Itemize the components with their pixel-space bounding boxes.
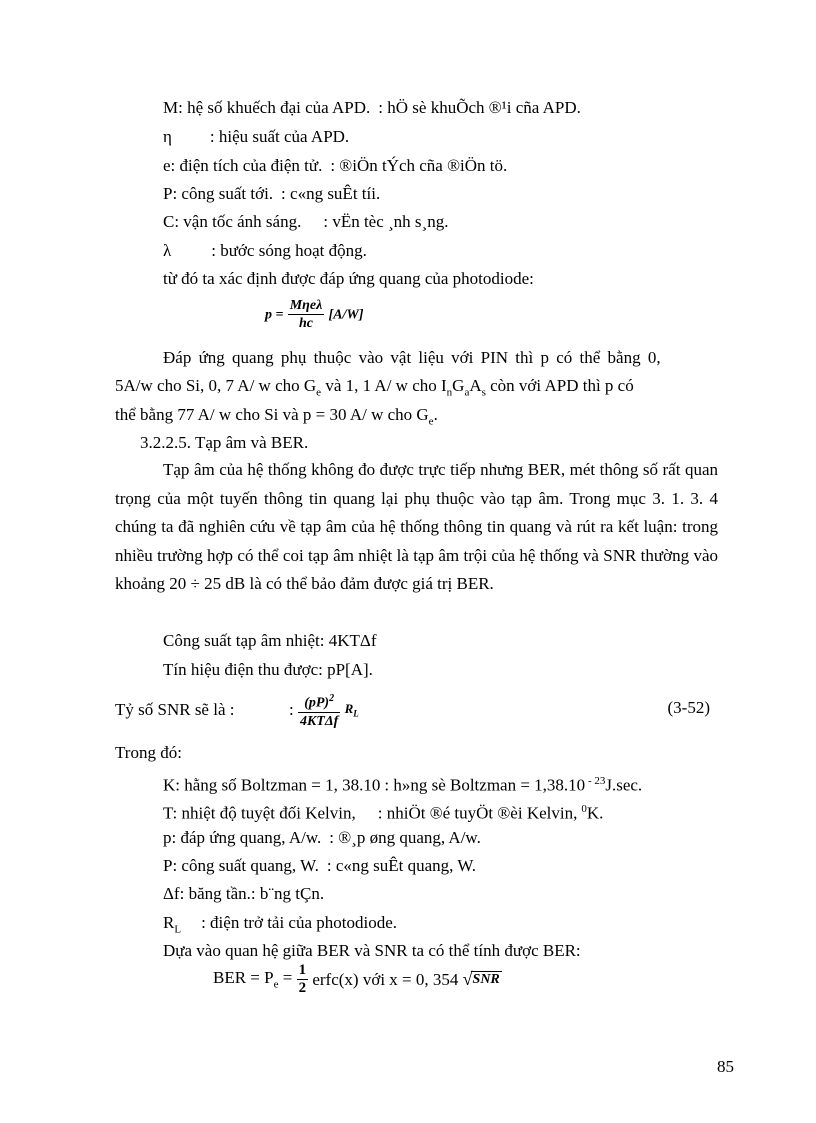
def-k-vi: K: hằng số Boltzman = 1, 38.10 — [163, 775, 381, 795]
snr-equation — [115, 690, 710, 730]
ber-half — [297, 962, 309, 997]
def-c-garbled: : vËn tèc ¸nh s¸ng. — [323, 212, 449, 231]
def-p-resp — [163, 827, 481, 849]
para1-line1: Đáp ứng quang phụ thuộc vào vật liệu với PIN thì p có thể bằng 0, — [163, 348, 661, 367]
def-p-opt — [163, 855, 476, 877]
ber-radicand: SNR — [472, 972, 500, 987]
def-k — [163, 770, 642, 797]
def-p-resp-vi: p: đáp ứng quang, A/w. — [163, 828, 322, 847]
def-rl-sub: L — [174, 923, 182, 936]
ber-half-num: 1 — [298, 962, 307, 978]
formula1-fraction — [288, 297, 325, 332]
formula-responsivity — [265, 297, 364, 332]
def-lambda-desc: : bước sóng hoạt động. — [211, 241, 367, 260]
def-eta-symbol: η — [163, 127, 172, 146]
snr-numerator — [298, 690, 340, 713]
ber-formula — [213, 962, 502, 997]
para1-l2a: 5A/w cho Si, 0, 7 A/ w cho G — [115, 376, 317, 395]
para1-l2c-sub: a — [464, 386, 470, 399]
ber-lhs — [213, 968, 292, 990]
para1-line2 — [115, 375, 634, 403]
def-lambda-symbol: λ — [163, 241, 172, 260]
def-k-sup: - 23 — [585, 775, 606, 787]
intro-line: từ đó ta xác định được đáp ứng quang của photodiode: — [163, 269, 534, 288]
def-p-opt-garbled: : c«ng suÊt quang, W. — [326, 856, 477, 875]
para1-l2e: còn với APD thì p có — [485, 376, 634, 395]
formula1-numerator: Mηeλ — [289, 298, 323, 313]
equation-number: (3-52) — [667, 698, 710, 717]
def-e — [163, 155, 507, 177]
page-number: 85 — [717, 1057, 734, 1076]
def-t-garbled: : nhiÖt ®é tuyÖt ®èi Kelvin, — [377, 803, 578, 823]
def-p-power — [163, 183, 380, 205]
def-t-unit: K. — [586, 803, 604, 823]
snr-rl-sub: L — [353, 708, 359, 719]
ber-lhs-sub: e — [273, 978, 279, 991]
def-t — [163, 798, 603, 825]
def-k-garbled: : h»ng sè Boltzman = 1,38.10 — [384, 775, 586, 795]
snr-rl — [344, 701, 359, 719]
snr-num-sup: 2 — [329, 693, 335, 704]
para2: Tạp âm của hệ thống không đo được trực tiếp nhưng BER, mét thông số rất quan trọng của một tuyến thông tin quang lại phụ thuộc vào tạp âm. Trong mục 3. 1. 3. 4 chúng ta đã nghiên cứu về tạp âm của hệ thống thông tin quang và rút ra kết luận: trong nhiều trường hợp có thể coi tạp âm nhiệt là tạp âm trội của hệ thống và SNR thường vào khoảng 20 ÷ 25 dB là có thể bảo đảm được giá trị BER. — [115, 460, 718, 593]
def-t-vi: T: nhiệt độ tuyệt đối Kelvin, — [163, 803, 356, 823]
formula1-denominator: hc — [299, 316, 314, 331]
snr-label: Tỷ số SNR sẽ là : — [115, 699, 235, 719]
def-rl — [163, 912, 397, 940]
def-m-vi: M: hệ số khuếch đại của APD. — [163, 98, 371, 117]
snr-rl-letter: R — [344, 701, 354, 717]
formula1-lhs: p = — [265, 307, 284, 323]
where-label: Trong đó: — [115, 743, 182, 762]
para1-l2d-sub: s — [481, 386, 486, 399]
snr-colon: : — [288, 699, 294, 719]
def-e-vi: e: điện tích của điện tử. — [163, 156, 323, 175]
para1-l3: thể bằng 77 A/ w cho Si và p = 30 A/ w cho G — [115, 405, 429, 424]
def-k-unit: J.sec. — [605, 775, 643, 795]
def-p-opt-vi: P: công suất quang, W. — [163, 856, 319, 875]
noise-power: Công suất tạp âm nhiệt: 4KTΔf — [163, 631, 377, 650]
snr-denominator: 4KTΔf — [299, 713, 339, 729]
def-eta — [163, 126, 349, 148]
ber-rhs: erfc(x) với x = 0, 354 — [312, 969, 459, 989]
formula1-unit: [A/W] — [328, 307, 364, 323]
ber-intro: Dựa vào quan hệ giữa BER và SNR ta có thể tính được BER: — [163, 941, 581, 960]
snr-fraction — [298, 690, 340, 730]
def-df: Δf: băng tần.: b¨ng tÇn. — [163, 884, 325, 903]
def-p-vi: P: công suất tới. — [163, 184, 274, 203]
signal-line: Tín hiệu điện thu được: pP[A]. — [163, 660, 373, 679]
def-p-garbled: : c«ng suÊt tíi. — [281, 184, 381, 203]
def-e-garbled: : ®iÖn tÝch cña ®iÖn tö. — [330, 156, 508, 175]
para1-l3-sub: e — [428, 415, 434, 428]
def-eta-desc: : hiệu suất của APD. — [209, 127, 350, 146]
sqrt-sign-icon: √ — [462, 969, 473, 989]
def-m — [163, 97, 581, 119]
def-rl-desc: : điện trở tải của photodiode. — [201, 913, 398, 932]
snr-num-text: (pP) — [304, 695, 330, 711]
ber-equals: = — [278, 968, 293, 988]
ber-lhs-text: BER = P — [213, 968, 274, 988]
para1-l2b: và 1, 1 A/ w cho I — [321, 376, 447, 395]
def-p-resp-garbled: : ®¸p øng quang, A/w. — [329, 828, 481, 847]
def-lambda — [163, 240, 367, 262]
para1-l2d: A — [469, 376, 482, 395]
def-c-vi: C: vận tốc ánh sáng. — [163, 212, 302, 231]
section-heading: 3.2.2.5. Tạp âm và BER. — [140, 433, 309, 452]
para1-l2a-sub: e — [316, 386, 322, 399]
def-m-garbled: : hÖ sè khuÕch ®¹i cña APD. — [378, 98, 581, 117]
def-t-sup: 0 — [581, 803, 587, 815]
ber-half-den: 2 — [298, 980, 307, 996]
para1-l2b-sub: n — [446, 386, 453, 399]
para1-l2c: G — [452, 376, 465, 395]
para1-line3 — [115, 404, 438, 432]
para1-l3-end: . — [433, 405, 438, 424]
def-rl-letter: R — [163, 913, 175, 932]
def-c — [163, 211, 448, 233]
